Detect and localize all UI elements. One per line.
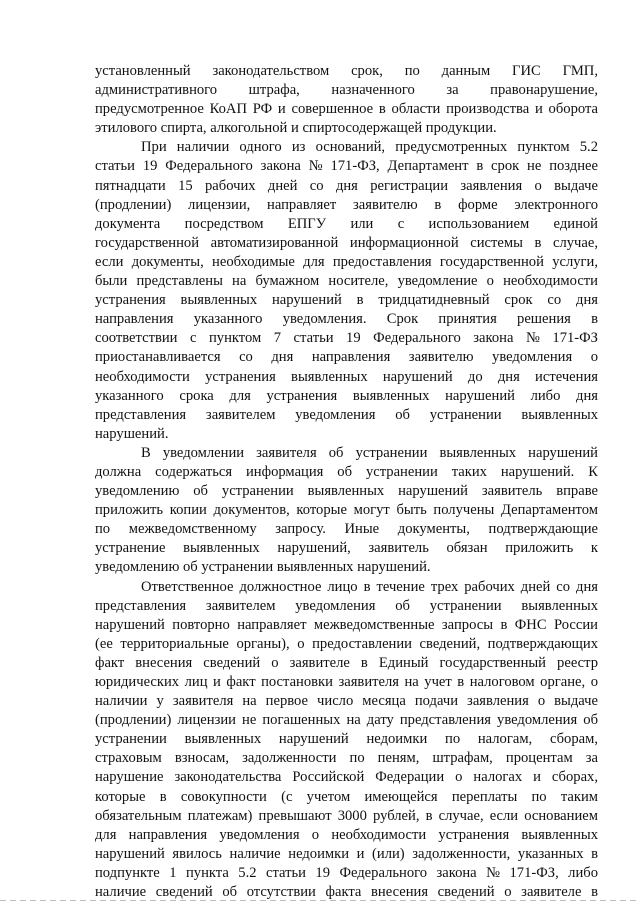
text-line: этилового спирта, алкогольной и спиртосодержащей продукции. [95, 120, 497, 137]
text-line: устранение выявленных нарушений, заявитель обязан приложить к [95, 540, 598, 557]
text-line: (продлении) лицензии, направляет заявителю в форме электронного [95, 196, 598, 213]
text-line: Ответственное должностное лицо в течение трех рабочих дней со дня [141, 578, 598, 595]
text-line: которые в совокупности (с учетом имеющейся переплаты по таким [95, 788, 598, 805]
text-line: устранения выявленных нарушений в тридцатидневный срок со дня [95, 292, 598, 309]
text-line: подпункте 1 пункта 5.2 статьи 19 Федерального закона № 171-ФЗ, либо [95, 864, 598, 881]
text-line: приостанавливается со дня направления заявителю уведомления о [95, 349, 598, 366]
text-line: установленный законодательством срок, по данным ГИС ГМП, [95, 63, 598, 79]
text-line: направления указанного уведомления. Срок принятия решения в [95, 311, 598, 328]
text-line: необходимости устранения выявленных нарушений до дня истечения [95, 368, 598, 385]
text-line: нарушений явилось наличие недоимки и (или) задолженности, указанных в [95, 845, 598, 862]
text-line: уведомлению об устранении выявленных нарушений заявитель вправе [95, 483, 598, 500]
text-line: устранении выявленных нарушений недоимки по налогам, сборам, [95, 731, 598, 748]
text-line: уведомлению об устранении выявленных нарушений. [95, 559, 431, 576]
text-line: административного штрафа, назначенного за правонарушение, [95, 82, 598, 99]
text-line: государственной автоматизированной информационной системы в случае, [95, 234, 598, 251]
text-line: В уведомлении заявителя об устранении выявленных нарушений [141, 444, 598, 461]
text-line: страховым взносам, задолженности по пеням, штрафам, процентам за [95, 750, 598, 767]
text-line: нарушение законодательства Российской Федерации о налогах и сборах, [95, 769, 598, 786]
document-body-text [95, 62, 598, 902]
text-line: документа посредством ЕПГУ или с использованием единой [95, 215, 598, 232]
text-line: статьи 19 Федерального закона № 171-ФЗ, Департамент в срок не позднее [95, 158, 598, 175]
text-line: нарушений повторно направляет межведомственные запросы в ФНС России [95, 616, 598, 633]
text-line: нарушений. [95, 425, 169, 442]
text-line: если документы, необходимые для предоставления государственной услуги, [95, 253, 598, 270]
text-line: должна содержаться информация об устранении таких нарушений. К [95, 463, 598, 480]
text-line: соответствии с пунктом 7 статьи 19 Федерального закона № 171-ФЗ [95, 330, 598, 347]
text-line: (продлении) лицензии не погашенных на дату представления уведомления об [95, 712, 598, 729]
text-line: факт внесения сведений о заявителе в Единый государственный реестр [95, 654, 598, 671]
text-line: по межведомственному запросу. Иные документы, подтверждающие [95, 521, 598, 538]
text-line: были представлены на бумажном носителе, уведомление о необходимости [95, 273, 598, 290]
page-bottom-edge [0, 900, 640, 901]
text-line: указанного срока для устранения выявленных нарушений либо дня [95, 387, 598, 404]
text-line: наличие сведений об отсутствии факта внесения сведений о заявителе в [95, 884, 598, 901]
text-line: представления заявителем уведомления об устранении выявленных [95, 597, 598, 614]
text-line: обязательным платежам) превышают 3000 рублей, в случае, если основанием [95, 807, 598, 824]
text-line: юридических лиц и факт постановки заявителя на учет в налоговом органе, о [95, 674, 598, 690]
text-line: для направления уведомления о необходимости устранения выявленных [95, 826, 598, 843]
text-line: предусмотренное КоАП РФ и совершенное в области производства и оборота [95, 101, 598, 118]
text-line: пятнадцати 15 рабочих дней со дня регистрации заявления о выдаче [95, 177, 598, 194]
text-line: наличии у заявителя на первое число месяца подачи заявления о выдаче [95, 693, 598, 710]
text-line: приложить копии документов, которые могут быть получены Департаментом [95, 502, 598, 519]
text-line: представления заявителем уведомления об устранении выявленных [95, 406, 598, 423]
text-line: (ее территориальные органы), о предоставлении сведений, подтверждающих [95, 635, 598, 652]
text-line: При наличии одного из оснований, предусмотренных пунктом 5.2 [141, 139, 598, 156]
